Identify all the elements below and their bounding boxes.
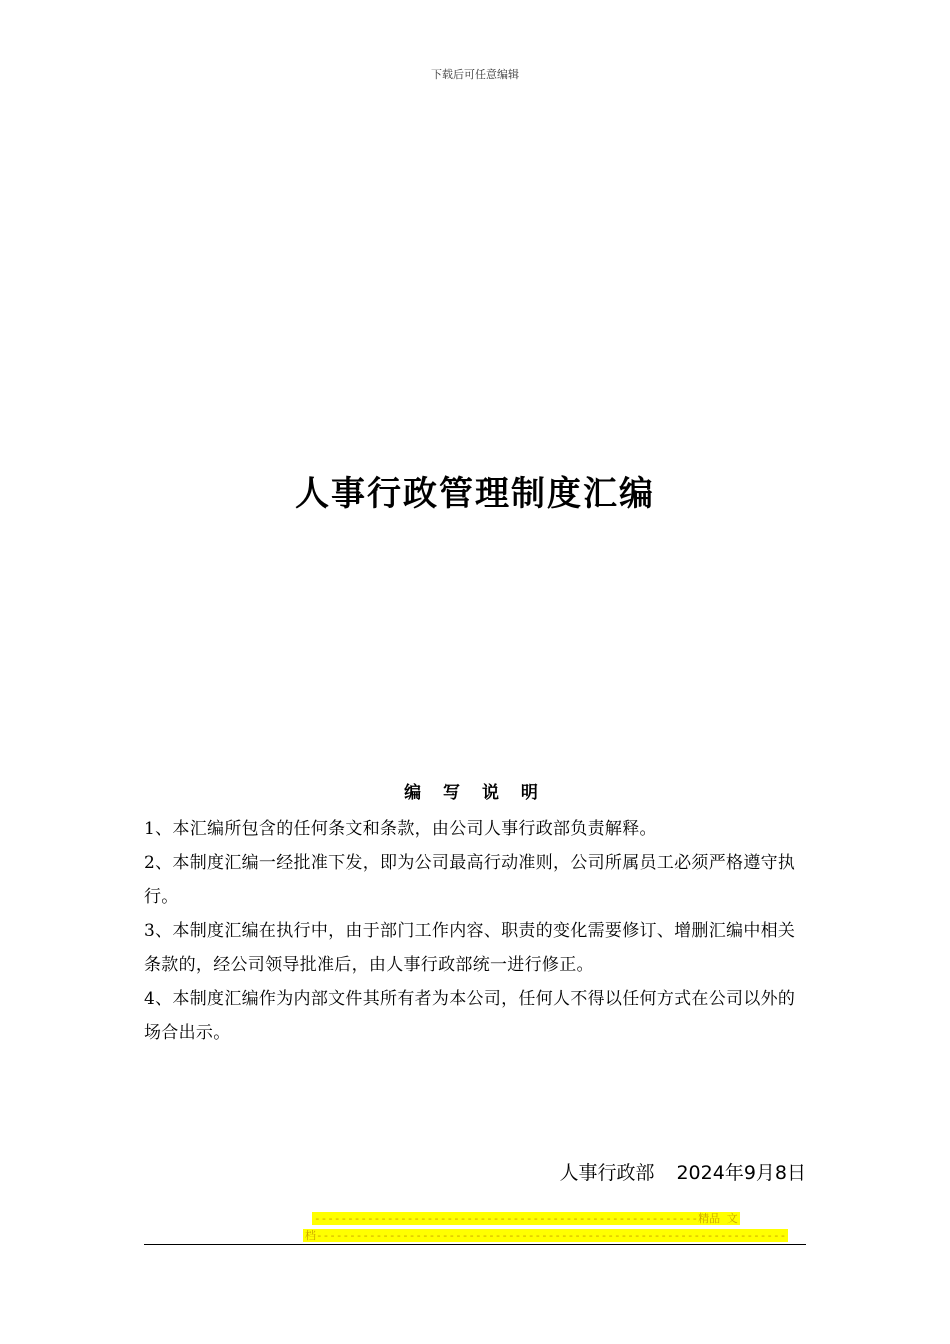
signature-date: 2024年9月8日 — [676, 1162, 806, 1184]
section-item-4: 4、本制度汇编作为内部文件其所有者为本公司，任何人不得以任何方式在公司以外的场合出示。 — [144, 989, 796, 1043]
signature-department: 人事行政部 — [559, 1162, 655, 1184]
footer-divider — [144, 1244, 806, 1245]
header-note: 下载后可任意编辑 — [431, 68, 519, 81]
document-title: 人事行政管理制度汇编 — [295, 474, 655, 514]
section-item-1: 1、本汇编所包含的任何条文和条款，由公司人事行政部负责解释。 — [144, 819, 657, 839]
footer-watermark-line-2 — [0, 1227, 950, 1243]
section-item-2: 2、本制度汇编一经批准下发，即为公司最高行动准则，公司所属员工必须严格遵守执行。 — [144, 853, 796, 907]
footer-watermark-text-2: 档----------------------------------------------------------------------- — [305, 1229, 787, 1242]
section-body — [144, 812, 806, 1050]
signature — [559, 1158, 806, 1185]
section-heading: 编 写 说 明 — [404, 783, 546, 803]
footer-watermark-text-1: ----------------------------------------------------------精品 文 — [314, 1212, 738, 1225]
footer-watermark-line-1 — [0, 1210, 950, 1226]
section-item-3: 3、本制度汇编在执行中，由于部门工作内容、职责的变化需要修订、增删汇编中相关条款的，经公司领导批准后，由人事行政部统一进行修正。 — [144, 921, 796, 975]
